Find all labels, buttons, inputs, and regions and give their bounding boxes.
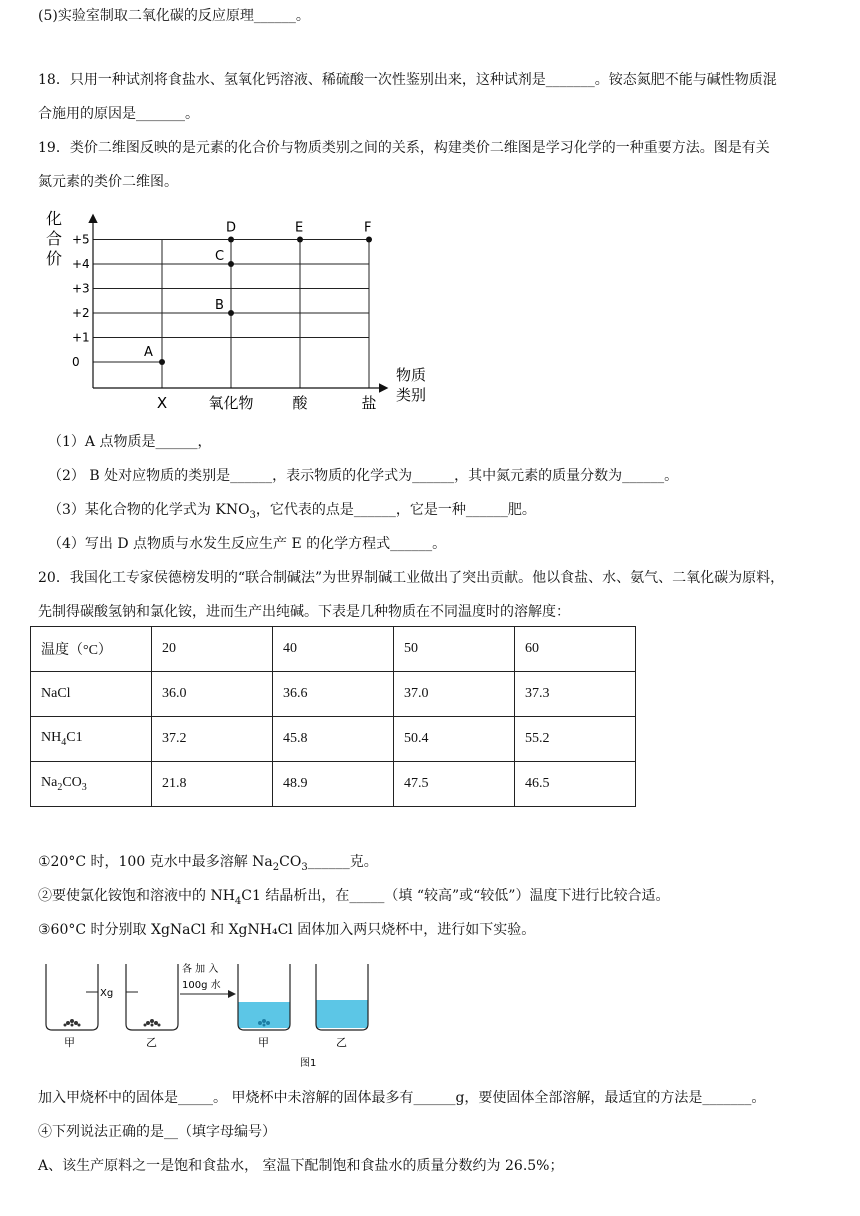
y-axis-label-char: 化	[46, 209, 63, 228]
y-tick-label: +4	[72, 257, 90, 271]
q19-intro-line1: 19．类价二维图反映的是元素的化合价与物质类别之间的关系，构建类价二维图是学习化学的一种重要方法。图是有关	[38, 140, 770, 156]
y-tick-label: +5	[72, 232, 90, 247]
table-header-cell: 20	[152, 627, 273, 672]
beaker-label-jia-2: 甲	[258, 1036, 269, 1049]
formula-part: NH	[41, 730, 62, 746]
point-label-C: C	[215, 249, 225, 264]
q19-sub3	[48, 500, 536, 526]
table-cell: 36.0	[152, 672, 273, 717]
q19-sub2: （2） B 处对应物质的类别是______，表示物质的化学式为______，其中氮元素的质量分数为______。	[48, 468, 679, 484]
x-axis-label-line2: 类别	[396, 386, 427, 404]
table-cell: 55.2	[515, 717, 636, 762]
x-tick-label: 盐	[361, 394, 377, 412]
table-cell: 47.5	[394, 762, 515, 807]
table-row-label	[31, 717, 152, 762]
table-cell: 50.4	[394, 717, 515, 762]
q20-s1-pre: ①20°C 时，100 克水中最多溶解 Na	[38, 854, 273, 870]
q20-option-a: A、该生产原料之一是饱和食盐水， 室温下配制饱和食盐水的质量分数约为 26.5%；	[38, 1158, 564, 1174]
y-tick-label: +2	[72, 306, 90, 320]
table-header-cell: 60	[515, 627, 636, 672]
q18-line1: 18．只用一种试剂将食盐水、氢氧化钙溶液、稀硫酸一次性鉴别出来，这种试剂是_______。铵态氮肥不能与碱性物质混	[38, 72, 777, 88]
water-fill-yi	[316, 1000, 368, 1028]
solubility-table	[30, 626, 636, 807]
table-row	[31, 717, 636, 762]
beaker-label-yi-2: 乙	[336, 1036, 347, 1049]
point-label-A: A	[144, 345, 153, 360]
table-cell: 37.2	[152, 717, 273, 762]
formula-subscript: 2	[272, 861, 280, 873]
valence-chart	[38, 204, 458, 420]
q20-s3: ③60°C 时分别取 XgNaCl 和 XgNH₄Cl 固体加入两只烧杯中，进行如下实验。	[38, 922, 536, 938]
q19-sub1: （1）A 点物质是______，	[48, 434, 212, 450]
y-tick-label: 0	[72, 355, 80, 369]
beaker-label-yi-1: 乙	[146, 1036, 157, 1049]
table-header-cell: 50	[394, 627, 515, 672]
y-axis-label-char: 合	[46, 229, 63, 248]
arrow-label-bottom: 100g 水	[182, 980, 221, 991]
table-cell: 46.5	[515, 762, 636, 807]
q20-s4: ④下列说法正确的是__（填字母编号）	[38, 1124, 276, 1140]
x-tick-label: 氧化物	[208, 394, 254, 412]
table-cell: 45.8	[273, 717, 394, 762]
q20-s2	[38, 886, 669, 912]
table-row-label	[31, 762, 152, 807]
table-header-cell: 40	[273, 627, 394, 672]
point-C	[228, 261, 234, 267]
q20-s1-mid: CO	[279, 854, 302, 870]
point-label-E: E	[295, 220, 304, 236]
beaker-label-jia-1: 甲	[64, 1036, 75, 1049]
table-cell: 37.3	[515, 672, 636, 717]
point-label-F: F	[364, 220, 372, 236]
table-row	[31, 672, 636, 717]
x-tick-label: X	[156, 394, 168, 412]
formula-part: Na	[41, 775, 58, 791]
point-label-D: D	[226, 220, 237, 236]
formula-part: CO	[62, 775, 82, 791]
point-B	[228, 310, 234, 316]
table-header-row	[31, 627, 636, 672]
q19-sub3-post: ，它代表的点是______，它是一种______肥。	[255, 502, 536, 518]
q17-part5: (5)实验室制取二氧化碳的反应原理______。	[38, 8, 310, 24]
table-cell: 21.8	[152, 762, 273, 807]
q20-intro-line1: 20．我国化工专家侯德榜发明的“联合制碱法”为世界制碱工业做出了突出贡献。他以食盐、水、氨气、二氧化碳为原料，	[38, 570, 785, 586]
table-row-label: NaCl	[31, 672, 152, 717]
q18-line2: 合施用的原因是_______。	[38, 106, 199, 122]
solid-pile-icon	[64, 1019, 81, 1027]
formula-subscript: 4	[234, 895, 242, 907]
table-cell: 48.9	[273, 762, 394, 807]
q20-s1	[38, 852, 378, 878]
q19-sub3-pre: （3）某化合物的化学式为 KNO	[48, 502, 250, 518]
q20-intro-line2: 先制得碳酸氢钠和氯化铵，进而生产出纯碱。下表是几种物质在不同温度时的溶解度：	[38, 604, 570, 620]
point-label-B: B	[215, 298, 224, 313]
table-header-cell: 温度（°C）	[31, 627, 152, 672]
y-tick-label: +3	[72, 281, 90, 296]
q20-s2-post: C1 结晶析出，在_____（填 “较高”或“较低”）温度下进行比较合适。	[241, 888, 670, 904]
formula-subscript: 3	[81, 781, 87, 793]
q19-sub3-subscript: 3	[249, 509, 256, 521]
y-axis-label-char: 价	[46, 249, 63, 268]
point-F	[366, 237, 372, 243]
point-E	[297, 237, 303, 243]
table-row	[31, 762, 636, 807]
q20-s1-post: ______克。	[307, 854, 378, 870]
y-tick-label: +1	[72, 330, 90, 345]
table-cell: 36.6	[273, 672, 394, 717]
formula-subscript: 2	[57, 781, 63, 793]
q19-sub4: （4）写出 D 点物质与水发生反应生产 E 的化学方程式______。	[48, 536, 447, 552]
formula-subscript: 3	[301, 861, 308, 873]
point-D	[228, 237, 234, 243]
point-A	[159, 359, 165, 365]
figure-caption: 图1	[300, 1058, 317, 1069]
x-axis-label-line1: 物质	[396, 366, 427, 384]
formula-part: C1	[66, 730, 83, 746]
arrow-label-top: 各 加 入	[182, 964, 219, 975]
q19-intro-line2: 氮元素的类价二维图。	[38, 174, 178, 190]
beaker-figure	[38, 956, 398, 1076]
q20-s3b: 加入甲烧杯中的固体是_____。 甲烧杯中未溶解的固体最多有______g，要使固体全部溶解，最适宜的方法是_______。	[38, 1090, 766, 1106]
formula-subscript: 4	[61, 736, 67, 748]
table-cell: 37.0	[394, 672, 515, 717]
x-gram-label: Xg	[100, 988, 114, 999]
solid-pile-icon	[144, 1019, 161, 1027]
q20-s2-pre: ②要使氯化铵饱和溶液中的 NH	[38, 888, 235, 904]
x-tick-label: 酸	[292, 394, 308, 412]
